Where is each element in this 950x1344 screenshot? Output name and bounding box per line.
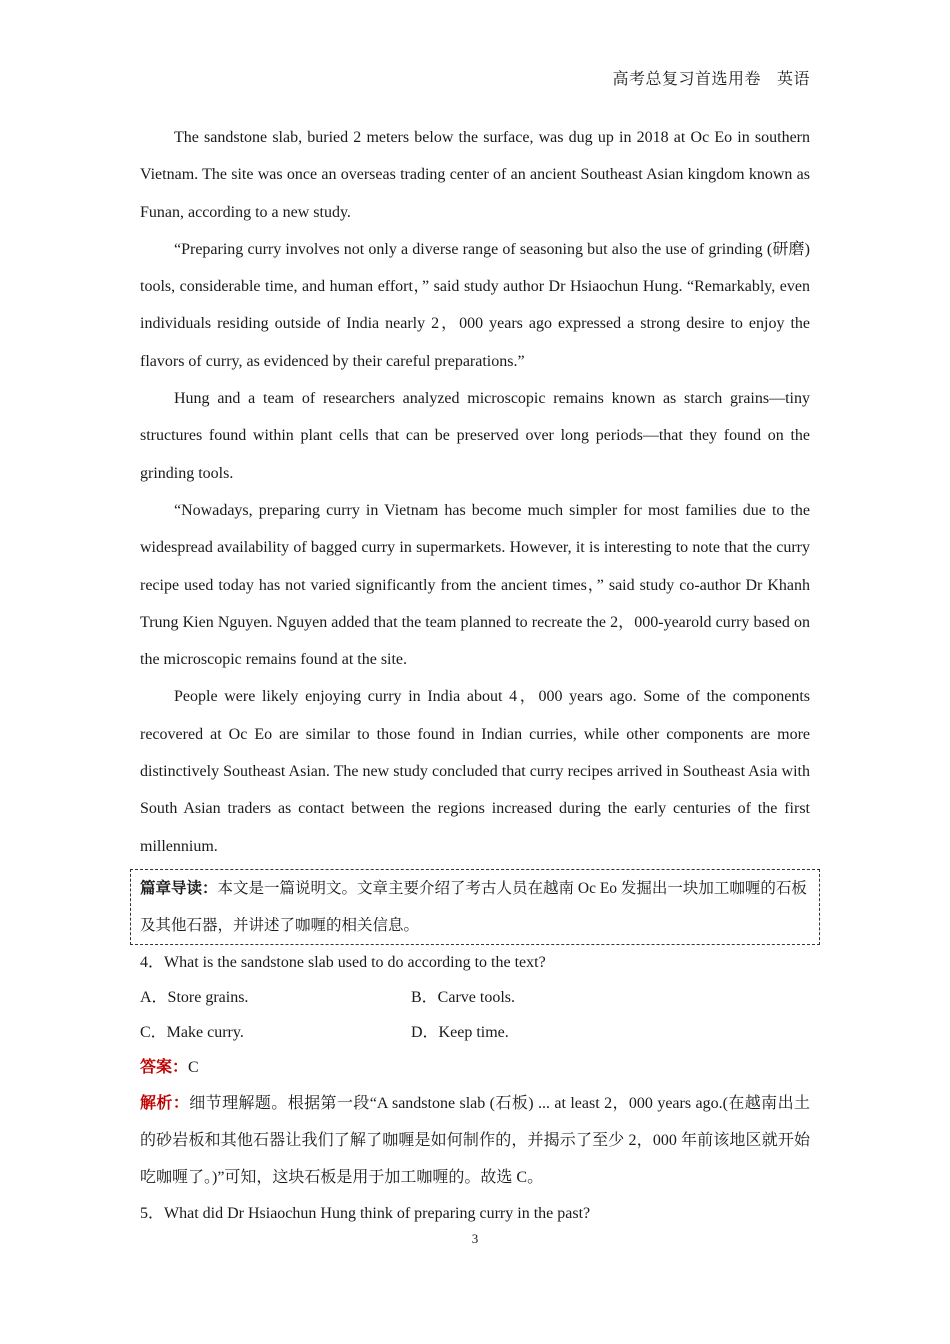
guide-label: 篇章导读： <box>140 879 218 897</box>
question-4-stem: 4．What is the sandstone slab used to do according to the text? <box>140 953 546 971</box>
passage-paragraph-2: “Preparing curry involves not only a diverse range of seasoning but also the use of grinding (研磨) tools, considerable time, and human effort，” said study author Dr Hsiaochun Hung. “Remarkably, even individuals residing outside of India nearly 2，000 years ago expressed a strong desire to enjoy the flavors of curry, as evidenced by their careful preparations.” <box>140 240 811 370</box>
passage-paragraph-1: The sandstone slab, buried 2 meters below the surface, was dug up in 2018 at Oc Eo in southern Vietnam. The site was once an overseas trading center of an ancient Southeast Asian kingdom known as Funan, according to a new study. <box>140 129 810 221</box>
analysis-label: 解析： <box>140 1094 190 1112</box>
passage-paragraph-5: People were likely enjoying curry in India about 4，000 years ago. Some of the components recovered at Oc Eo are similar to those found in Indian curries, while other components are more distinctively Southeast Asian. The new study concluded that curry recipes arrived in Southeast Asia with South Asian traders as contact between the regions increased during the early centuries of the first millennium. <box>140 688 810 855</box>
analysis-text: 细节理解题。根据第一段“A sandstone slab (石板) ... at least 2，000 years ago.(在越南出土的砂岩板和其他石器让我们了解了咖喱是如何制作的，并揭示了至少 2，000 年前该地区就开始吃咖喱了。)”可知，这块石板是用于加工咖喱的。故选 C。 <box>140 1094 810 1186</box>
answer-value: C <box>188 1058 199 1076</box>
passage-paragraph-3: Hung and a team of researchers analyzed microscopic remains known as starch grains—tiny structures found within plant cells that can be preserved over long periods—that they found on the grinding tools. <box>140 390 810 482</box>
analysis-block <box>140 1085 810 1196</box>
option-a: A．Store grains. <box>140 988 249 1006</box>
chapter-guide-box <box>130 869 820 945</box>
question-4-options-row-2 <box>140 1015 810 1050</box>
page-header <box>612 66 810 89</box>
option-b: B．Carve tools. <box>411 988 515 1006</box>
option-c: C．Make curry. <box>140 1023 244 1041</box>
answer-label: 答案： <box>140 1058 189 1076</box>
page-number: 3 <box>471 1231 479 1246</box>
question-5-stem: 5．What did Dr Hsiaochun Hung think of preparing curry in the past? <box>140 1204 591 1222</box>
answer-line <box>140 1050 810 1085</box>
guide-text: 本文是一篇说明文。文章主要介绍了考古人员在越南 Oc Eo 发掘出一块加工咖喱的石板及其他石器，并讲述了咖喱的相关信息。 <box>140 879 807 934</box>
page-content <box>140 119 810 1231</box>
header-subject: 英语 <box>776 71 810 88</box>
header-title: 高考总复习首选用卷 <box>612 71 761 88</box>
passage-paragraph-4: “Nowadays, preparing curry in Vietnam has become much simpler for most families due to the widespread availability of bagged curry in supermarkets. However, it is interesting to note that the curry recipe used today has not varied significantly from the ancient times，” said study co-author Dr Khanh Trung Kien Nguyen. Nguyen added that the team planned to recreate the 2，000-yearold curry based on the microscopic remains found at the site. <box>140 501 810 669</box>
option-d: D．Keep time. <box>411 1023 509 1041</box>
question-4-options-row-1 <box>140 980 810 1015</box>
